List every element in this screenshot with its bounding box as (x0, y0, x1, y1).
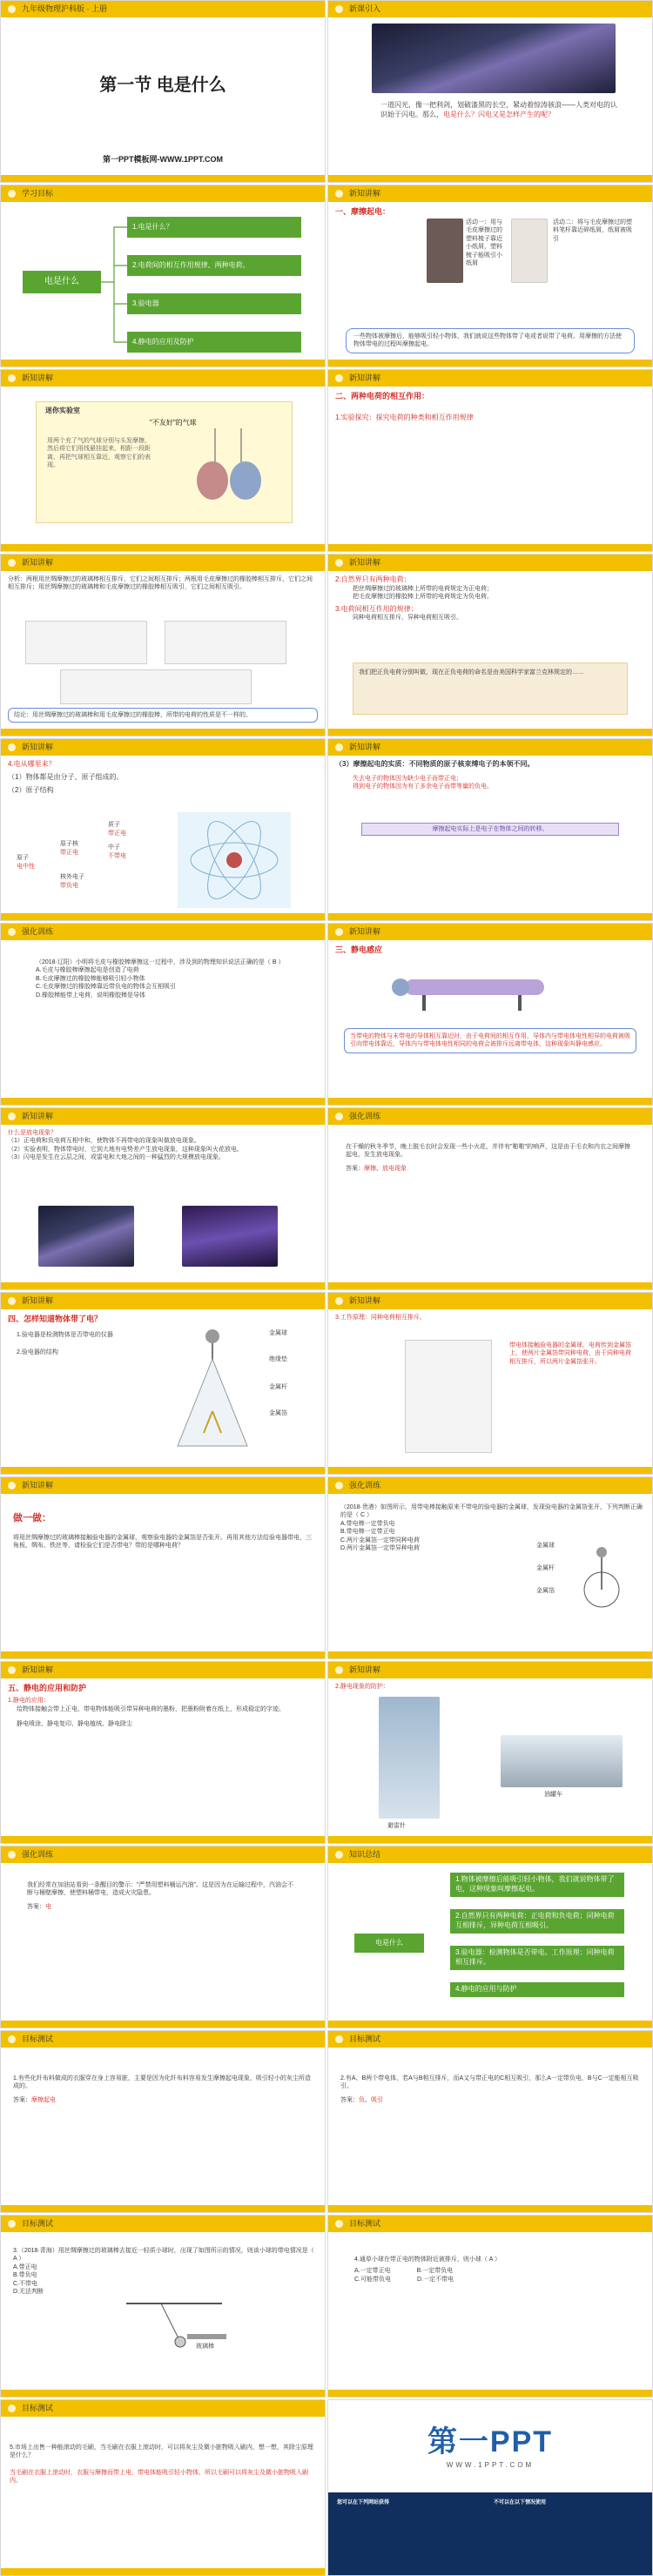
footer-info-band (328, 2492, 652, 2575)
slide-header: 目标测试 (1, 2216, 325, 2232)
atom-point-two: （2）原子结构 (8, 785, 54, 794)
section-heading: 四、怎样知道物体带了电？ (8, 1315, 103, 1323)
discharge-line-1: （1）正电荷和负电荷互相中和，使物体不再带电的现象叫做放电现象。 (8, 1138, 200, 1145)
slide-header: 新知讲解 (328, 370, 652, 387)
nucleus-charge: 带正电 (60, 850, 78, 856)
slide-header: 新知讲解 (328, 739, 652, 756)
slide-footer-bar (328, 1651, 652, 1658)
slide-footer-bar (1, 1282, 325, 1289)
answer-blank-2: 放电现象 (382, 1165, 407, 1172)
slide-4[interactable] (327, 185, 653, 367)
glass-rod-figure (118, 2299, 231, 2360)
exercise-question: （2018·贵港）如图所示，用带电棒接触原来不带电的验电器的金属球，发现验电器的金属箔张开，下列判断正确的是（ C ） (340, 1504, 643, 1519)
atom-model-illustration (178, 812, 291, 908)
label-metal-rod: 金属杆 (269, 1384, 287, 1390)
section-heading: 五、静电的应用和防护 (8, 1684, 87, 1692)
neutron-label: 中子 (108, 844, 120, 851)
slide-23[interactable]: 目标测试 1.有些化纤布料做成的衣服穿在身上容易脏，主要是因为化纤布料容易发生摩擦起电现象，吸引轻小的灰尘所造成的。 答案：摩擦起电 (0, 2030, 326, 2213)
test-question-5: 5.市场上出售一种能滚动的毛刷，当毛刷在衣服上滚动时，可以将灰尘及微小脏物吸入刷内，想一想，其除尘原理是什么？ (10, 2445, 313, 2459)
slide-footer-bar (1, 2205, 325, 2212)
analysis-text: 分析：两根用丝绸摩擦过的玻璃棒相互排斥，它们之间相互排斥；两根用毛皮摩擦过的橡胶棒相互排斥，它们之间相互排斥；用丝绸摩擦过的玻璃棒和毛皮摩擦过的橡胶棒相互吸引，它们之间相互吸引。 (8, 576, 313, 591)
nucleus-label: 原子核 (60, 841, 78, 847)
atom-label: 原子 (17, 855, 29, 861)
exercise-text: 我们经常在加油站看到一条醒目的警示："严禁用塑料桶运汽油"。这是因为在运输过程中，汽油会不断与桶壁摩擦，使塑料桶带电，造成火灾隐患。 (27, 1882, 293, 1897)
slide-22[interactable] (327, 1846, 653, 2028)
slide-footer-bar (1, 360, 325, 367)
slide-18[interactable] (327, 1476, 653, 1659)
application-heading: 1.静电的应用： (8, 1698, 50, 1705)
slide-header: 新知讲解 (1, 1293, 325, 1309)
electron-label: 核外电子 (60, 874, 84, 880)
option-d[interactable]: D.一定不带电 (417, 2276, 454, 2283)
summary-box: 一些物体被摩擦后，能够吸引轻小物体，我们就说这些物体带了电或者说带了电荷。用摩擦的方法使物体带电的过程叫摩擦起电。 (346, 328, 635, 353)
slide-footer-bar (328, 544, 652, 551)
rod-experiment-sketch-2 (165, 621, 286, 664)
slide-footer-bar (1, 729, 325, 736)
label-metal-ball: 金属球 (269, 1330, 287, 1336)
electroscope-illustration (165, 1324, 260, 1455)
textbook-excerpt (36, 401, 293, 523)
slide-12[interactable] (327, 923, 653, 1106)
electron-charge: 带负电 (60, 883, 78, 889)
lightning-photo (372, 24, 616, 93)
option-a[interactable]: A.带电棒一定带负电 (340, 1520, 395, 1527)
slide-footer-bar (328, 913, 652, 920)
neutron-charge: 不带电 (108, 853, 126, 859)
page-title: 第一节 电是什么 (99, 76, 226, 95)
brand-url: WWW.1PPT.COM (446, 2461, 535, 2469)
point-two-heading: 2.自然界只有两种电荷： (335, 575, 411, 583)
slide-footer-bar (1, 1098, 325, 1105)
slide-header: 强化训练 (328, 1108, 652, 1125)
goal-item-4: 4.静电的应用及防护 (127, 332, 301, 353)
slide-header: 新知讲解 (1, 555, 325, 571)
slide-footer-bar (1, 175, 325, 182)
slide-header: 目标测试 (1, 2400, 325, 2417)
atom-neutral: 电中性 (17, 864, 35, 870)
application-examples: 静电喷涂、静电复印、静电植绒、静电除尘 (17, 1721, 132, 1728)
origin-question: 4.电从哪里来？ (8, 760, 56, 768)
option-c[interactable]: C.不带电 (13, 2280, 37, 2287)
try-it-text: 将用丝绸摩擦过的玻璃棒接触验电器的金属球，观察验电器的金属箔是否张开。再用其他方法给验电器带电，三角板、绸布、铁丝等，请检验它们是否带电？带的是哪种电荷？ (13, 1534, 312, 1550)
excerpt-title: 迷你实验室 (45, 407, 80, 414)
test-question-1: 1.有些化纤布料做成的衣服穿在身上容易脏，主要是因为化纤布料容易发生摩擦起电现象，吸引轻小的灰尘所造成的。 (13, 2075, 311, 2090)
intro-text: 一道闪光，像一把利剑，划破漆黑的长空，紧动着惊涛骇浪——人类对电的认识始于闪电。那么， (380, 101, 617, 118)
slide-11[interactable] (0, 923, 326, 1106)
restrictions-heading: 不可以在以下情况使用 (494, 2500, 547, 2505)
slide-24[interactable]: 目标测试 2.有A、B两个带电体，若A与B相互排斥，而A又与带正电的C相互吸引，那么A一定带负电，B与C一定能相互吸引。 答案：负、吸引 (327, 2030, 653, 2213)
slide-15[interactable] (0, 1292, 326, 1475)
slide-footer-bar (328, 1282, 652, 1289)
label-insulator: 绝缘垫 (269, 1356, 287, 1362)
lightning-photo-left (38, 1206, 134, 1267)
answer-blank: 摩擦起电 (31, 2096, 56, 2103)
slide-footer-bar (328, 1098, 652, 1105)
induction-text-box: 当带电的物体与未带电的导体相互靠近时，由于电荷间的相互作用，导体内与带电体电性相异的电荷被吸引向带电体靠近，导体内与带电体电性相同的电荷会被排斥远离带电体，这种现象叫静电感应。 (344, 1028, 636, 1053)
excerpt-caption: "不友好"的气球 (150, 419, 197, 427)
slide-header: 新知讲解 (1, 1662, 325, 1678)
slide-header: 目标测试 (328, 2031, 652, 2048)
lightning-rod-photo (379, 1697, 440, 1819)
atom-point-one: （1）物体都是由分子、原子组成的。 (8, 772, 124, 781)
section-heading: 三、静电感应 (335, 945, 383, 954)
point-two-line-a: 把丝绸摩擦过的玻璃棒上所带的电荷规定为正电荷； (353, 585, 493, 592)
excerpt-text: 用两个充了气的气球分别与头发摩擦，然后将它们用线悬挂起来，相距一段距离，再把气球相互靠近，观察它们的表现。 (47, 438, 151, 469)
summary-point-3: 3.验电器：检测物体是否带电。工作原理：同种电荷相互排斥。 (450, 1946, 624, 1970)
summary-point-2: 2.自然界只有两种电荷：正电荷和负电荷；同种电荷互相排斥，异种电荷互相吸引。 (450, 1909, 624, 1934)
slide-footer-bar (1, 2568, 325, 2575)
point-three-heading: 3.电荷间相互作用的规律： (335, 604, 418, 613)
discharge-question: 什么是放电现象？ (8, 1130, 57, 1136)
label-lightning-rod: 避雷针 (387, 1823, 406, 1829)
slide-header: 知识总结 (328, 1846, 652, 1863)
proton-label: 质子 (108, 822, 120, 828)
exercise-question: （2018·辽阳）小明将毛皮与橡胶棒摩擦这一过程中，涉及到的物理知识说法正确的是（ B ） (36, 959, 285, 965)
test-question-4: 4.通草小球在带正电的物体附近被排斥，则小球（ A ） (354, 2257, 502, 2263)
slide-7[interactable] (0, 554, 326, 736)
goal-item-2: 2.电荷间的相互作用规律、两种电荷。 (127, 255, 301, 276)
slide-header: 新知讲解 (1, 1477, 325, 1494)
point-three-line: 同种电荷相互排斥，异种电荷相互吸引。 (353, 615, 462, 622)
option-b[interactable]: B.带负电 (13, 2272, 37, 2279)
slide-10[interactable] (327, 738, 653, 921)
pen-photo (511, 219, 548, 283)
exercise-text: 在干燥的秋冬季节，晚上脱毛衣时会发现一些小火花，并伴有"啪啪"的响声，这是由于毛衣和内衣之间摩擦起电，发生放电现象。 (346, 1144, 630, 1159)
electroscope-line-1: 1.验电器是检测物体是否带电的仪器 (17, 1332, 113, 1339)
option-d[interactable]: D.橡胶棒能带上电荷，说明橡胶棒是导体 (36, 992, 145, 999)
essence-text: （3）摩擦起电的实质：不同物质的原子核束缚电子的本领不同。 (335, 760, 535, 768)
slide-header: 强化训练 (1, 1846, 325, 1863)
slide-header: 新知讲解 (1, 1108, 325, 1125)
slide-footer-bar (328, 175, 652, 182)
slide-footer-bar (328, 1467, 652, 1474)
slide-27[interactable] (0, 2399, 326, 2576)
discharge-line-3: （3）闪电是发生在云层之间，或雷电和大地之间的一种猛烈的大规模放电现象。 (8, 1154, 225, 1161)
slide-header: 目标测试 (1, 2031, 325, 2048)
slide-footer-bar (1, 913, 325, 920)
rod-experiment-sketch-1 (25, 621, 147, 664)
slide-header: 新知讲解 (328, 1662, 652, 1678)
option-b[interactable]: B.毛皮摩擦过的橡胶棒能够吸引轻小物体 (36, 975, 145, 982)
slide-header: 新知讲解 (1, 739, 325, 756)
induction-illustration (387, 962, 562, 1014)
label-rod: 金属杆 (536, 1565, 555, 1571)
lose-electron-line: 失去电子的物体因为缺少电子而带正电； (353, 775, 462, 782)
goal-connector-lines (101, 220, 127, 346)
slide-footer-bar (328, 360, 652, 367)
lightning-photo-right (182, 1206, 278, 1267)
goal-item-1: 1.电是什么？ (127, 217, 301, 238)
answer-blank-1: 负 (359, 2096, 365, 2103)
comb-photo (427, 219, 463, 283)
slide-footer-bar (328, 2205, 652, 2212)
goal-item-3: 3.验电器 (127, 293, 301, 314)
label-tanker: 油罐车 (544, 1792, 562, 1798)
balloon-illustration (176, 428, 280, 515)
summary-point-1: 1.物体被摩擦后能吸引轻小物体，我们就说物体带了电，这种现象叫摩擦起电。 (450, 1873, 624, 1897)
history-card: 我们把正负电荷分别叫做，现在正负电荷的命名是由美国科学家富兰克林规定的…… (353, 662, 628, 715)
slide-footer-bar (1, 544, 325, 551)
slide-19[interactable] (0, 1661, 326, 1844)
slide-footer-bar (1, 2390, 325, 2397)
slide-footer-bar (328, 2021, 652, 2028)
slide-header: 新知讲解 (328, 1293, 652, 1309)
slide-footer-bar (1, 1467, 325, 1474)
slide-footer-bar (328, 729, 652, 736)
try-it-title: 做一做： (13, 1513, 51, 1523)
essence-summary-box: 摩擦起电实际上是电子在物体之间的转移。 (361, 823, 619, 836)
slide-17[interactable] (0, 1476, 326, 1659)
slide-5[interactable] (0, 369, 326, 552)
slide-13[interactable] (0, 1107, 326, 1290)
slide-1[interactable] (0, 0, 326, 183)
label-foil: 金属箔 (536, 1588, 555, 1594)
available-sites-heading: 您可以在下列网站获得 (337, 2500, 390, 2505)
answer-blank-2: 吸引 (371, 2096, 383, 2103)
slide-header: 学习目标 (1, 185, 325, 202)
principle-note: 带电体接触验电器的金属球，电荷传到金属箔上，使两片金属箔带同种电荷，由于同种电荷相互排斥，所以两片金属箔张开。 (509, 1342, 631, 1365)
proton-charge: 带正电 (108, 831, 126, 837)
slide-21[interactable]: 强化训练 我们经常在加油站看到一条醒目的警示："严禁用塑料桶运汽油"。这是因为在运输过程中，汽油会不断与桶壁摩擦，使塑料桶带电，造成火灾隐患。 答案：电 (0, 1846, 326, 2028)
slide-header: 强化训练 (1, 924, 325, 940)
rod-experiment-sketch-3 (60, 669, 252, 704)
slide-14[interactable]: 强化训练 在干燥的秋冬季节，晚上脱毛衣时会发现一些小火花，并伴有"啪啪"的响声，这是由于毛衣和内衣之间摩擦起电，发生放电现象。 答案：摩擦、放电现象 (327, 1107, 653, 1290)
electroscope-exercise-figure (567, 1542, 636, 1611)
option-c[interactable]: C.两片金属箔一定带同种电荷 (340, 1537, 420, 1544)
option-a[interactable]: A.一定带正电 (354, 2268, 391, 2275)
option-a[interactable]: A.带正电 (13, 2263, 37, 2270)
label-metal-foil: 金属箔 (269, 1410, 287, 1416)
slide-header: 九年级物理沪科版 · 上册 (1, 1, 325, 17)
slide-header: 强化训练 (328, 1477, 652, 1494)
tanker-truck-photo (501, 1735, 623, 1787)
slide-26[interactable] (327, 2215, 653, 2398)
summary-center-box: 电是什么 (354, 1934, 424, 1953)
slide-header: 新知讲解 (328, 185, 652, 202)
slide-header: 新知讲解 (328, 924, 652, 940)
conclusion-box: 结论：用丝绸摩擦过的玻璃棒和用毛皮摩擦过的橡胶棒，所带的电荷的性质是不一样的。 (8, 708, 318, 723)
activity-two-text: 活动二：将与毛皮摩擦过的塑料笔杆靠近碎纸屑，纸屑被吸引 (553, 219, 632, 242)
option-a[interactable]: A.毛皮与橡胶棒摩擦起电是创造了电荷 (36, 967, 139, 974)
answer-blank: 电 (45, 1903, 51, 1910)
slide-footer-bar (328, 1836, 652, 1843)
slide-9[interactable] (0, 738, 326, 921)
test-question-3: 3.（2018·青海）用丝绸摩擦过的玻璃棒去接近一轻质小球时，出现了如图所示的情况，则该小球的带电情况是（ A ） (13, 2248, 314, 2263)
intro-question: 电是什么？闪电又是怎样产生的呢？ (443, 110, 555, 118)
option-b[interactable]: B.带电棒一定带正电 (340, 1529, 395, 1536)
option-d[interactable]: D.无法判断 (13, 2289, 44, 2296)
electroscope-line-2: 2.验电器的结构 (17, 1349, 58, 1355)
slide-footer-bar (1, 1651, 325, 1658)
discharge-line-2: （2）实验表明，物体带电时，它到大地有电势差产生放电现象，这种现象叫火花放电。 (8, 1146, 243, 1153)
slide-footer-bar (1, 1836, 325, 1843)
slide-header: 新课引入 (328, 1, 652, 17)
protection-heading: 2.静电现象的防护： (335, 1684, 389, 1690)
option-c[interactable]: C.毛皮摩擦过的橡胶棒靠近带负电的物体会互相吸引 (36, 984, 176, 991)
answer-text: 当毛刷在衣服上滚动时，衣服与摩擦而带上电，带电体能吸引轻小物体，所以毛刷可以将灰尘及微小脏物吸入刷内。 (10, 2469, 308, 2485)
experiment-label: 1.实验探究：探究电荷的种类和相互作用规律 (335, 414, 474, 422)
slide-footer-bar (328, 2390, 652, 2397)
slide-16[interactable] (327, 1292, 653, 1475)
section-heading: 二、两种电荷的相互作用： (335, 392, 430, 400)
answer-blank-1: 摩擦 (364, 1165, 376, 1172)
slide-2[interactable] (327, 0, 653, 183)
slide-header: 新知讲解 (1, 370, 325, 387)
label-glass-rod: 玻璃棒 (196, 2344, 214, 2350)
gain-electron-line: 得到电子的物体因为有了多余电子而带等量的负电。 (353, 784, 493, 790)
option-d[interactable]: D.两片金属箔一定带异种电荷 (340, 1545, 420, 1552)
activity-one-text: 活动一：用与毛皮摩擦过的塑料梳子靠近小纸屑，塑料梳子能吸引小纸屑 (466, 219, 502, 267)
electroscope-sketch (405, 1340, 492, 1453)
slide-header: 目标测试 (328, 2216, 652, 2232)
slide-20[interactable] (327, 1661, 653, 1844)
brand-logo: 第一PPT (427, 2425, 554, 2458)
goal-center-box: 电是什么 (23, 271, 101, 293)
slide-header: 新知讲解 (328, 555, 652, 571)
option-b[interactable]: B.一定带负电 (416, 2268, 454, 2275)
test-question-2: 2.有A、B两个带电体，若A与B相互排斥，而A又与带正电的C相互吸引，那么A一定带负电，B与C一定能相互吸引。 (340, 2075, 639, 2090)
slide-28[interactable] (327, 2399, 653, 2576)
option-c[interactable]: C.可能带负电 (354, 2276, 391, 2283)
slide-25[interactable] (0, 2215, 326, 2398)
label-ball: 金属球 (536, 1543, 555, 1549)
slide-8[interactable] (327, 554, 653, 736)
principle-line: 3.工作原理：同种电荷相互排斥。 (335, 1315, 426, 1321)
section-heading: 一、摩擦起电： (335, 207, 391, 216)
point-two-line-b: 把毛皮摩擦过的橡胶棒上所带的电荷规定为负电荷。 (353, 594, 493, 601)
summary-point-4: 4.静电的应用与防护 (450, 1982, 624, 1997)
slide-6[interactable] (327, 369, 653, 552)
page-subtitle: 第一PPT模板网-WWW.1PPT.COM (103, 155, 223, 164)
slide-footer-bar (1, 2021, 325, 2028)
slide-3[interactable] (0, 185, 326, 367)
application-text: 给物体接触会带上正电，带电物体能吸引带异种电荷的墨粉，把墨粉附着在纸上，形成稳定的字迹。 (17, 1705, 285, 1712)
